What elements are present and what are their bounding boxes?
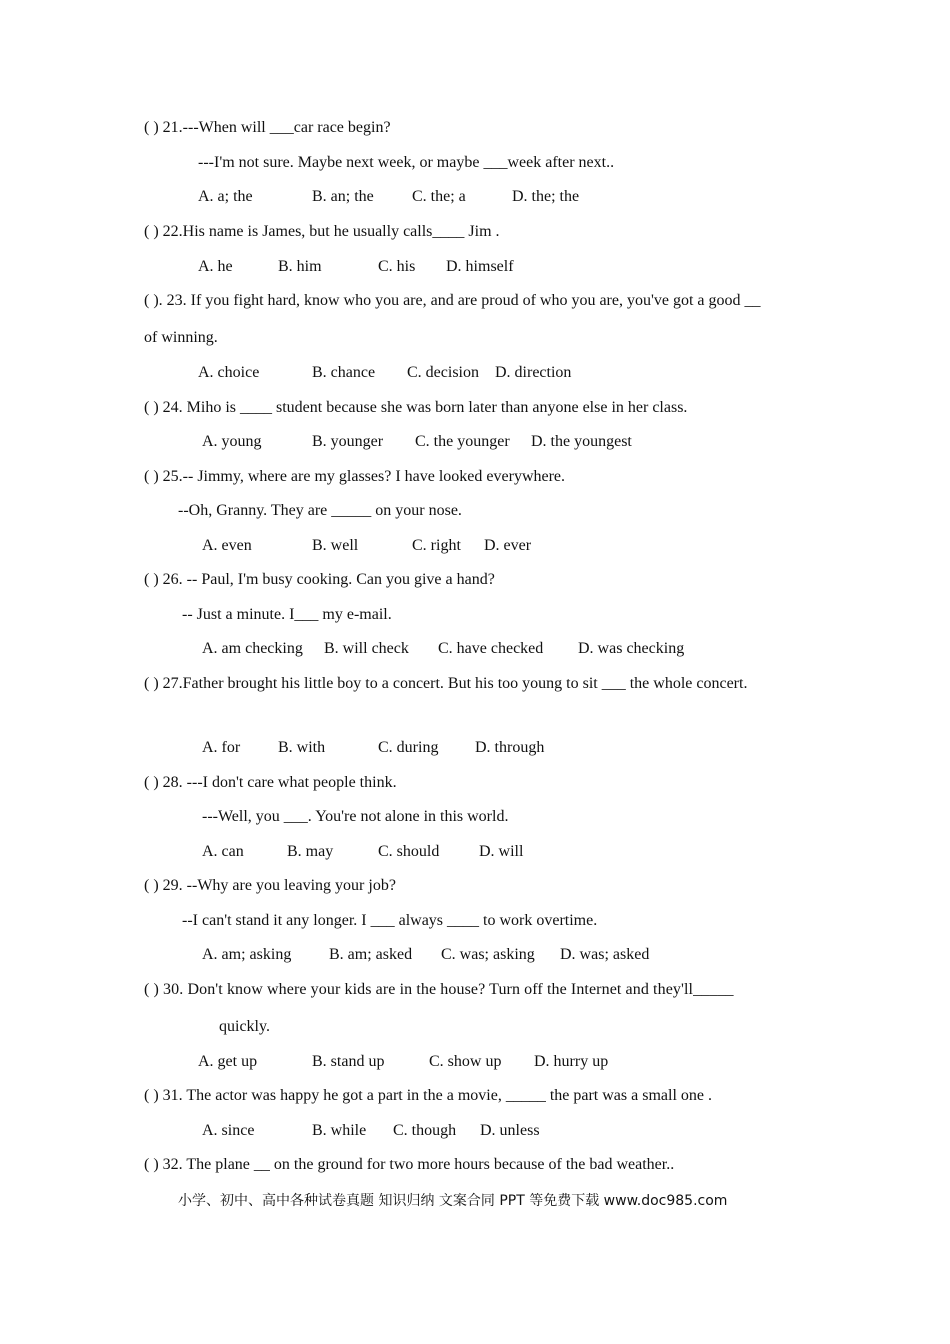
option-b: B. an; the	[312, 188, 374, 205]
option-a: A. since	[202, 1122, 255, 1139]
question-27-stem: ( ) 27.Father brought his little boy to a concert. But his too young to sit ___ the whole concert.	[144, 675, 748, 692]
option-a: A. he	[198, 258, 233, 275]
option-d: D. ever	[484, 537, 532, 554]
option-c: C. should	[378, 843, 440, 860]
option-c: C. right	[412, 537, 461, 554]
option-a: A. young	[202, 433, 262, 450]
question-21-followup: ---I'm not sure. Maybe next week, or maybe ___week after next..	[198, 154, 615, 171]
option-d: D. was checking	[578, 640, 685, 657]
question-26-followup: -- Just a minute. I___ my e-mail.	[182, 606, 392, 623]
option-b: B. may	[287, 843, 334, 860]
option-b: B. well	[312, 537, 359, 554]
option-b: B. chance	[312, 364, 376, 381]
question-29-followup: --I can't stand it any longer. I ___ always ____ to work overtime.	[182, 912, 598, 929]
option-b: B. while	[312, 1122, 367, 1139]
question-32-stem: ( ) 32. The plane __ on the ground for two more hours because of the bad weather..	[144, 1156, 675, 1173]
question-28-followup: ---Well, you ___. You're not alone in this world.	[202, 808, 509, 825]
option-a: A. even	[202, 537, 252, 554]
question-31-stem: ( ) 31. The actor was happy he got a part in the a movie, _____ the part was a small one .	[144, 1087, 712, 1104]
option-b: B. with	[278, 739, 326, 756]
option-c: C. the younger	[415, 433, 510, 450]
option-c: C. the; a	[412, 188, 466, 205]
option-a: A. get up	[198, 1053, 258, 1070]
option-c: C. have checked	[438, 640, 544, 657]
option-c: C. during	[378, 739, 439, 756]
option-a: A. a; the	[198, 188, 253, 205]
option-d: D. was; asked	[560, 946, 650, 963]
option-a: A. am; asking	[202, 946, 292, 963]
option-a: A. choice	[198, 364, 260, 381]
question-28-stem: ( ) 28. ---I don't care what people think.	[144, 774, 397, 791]
question-25-stem: ( ) 25.-- Jimmy, where are my glasses? I have looked everywhere.	[144, 468, 566, 485]
option-c: C. was; asking	[441, 946, 535, 963]
option-b: B. will check	[324, 640, 409, 657]
option-d: D. the; the	[512, 188, 580, 205]
option-c: C. show up	[429, 1053, 502, 1070]
option-d: D. direction	[495, 364, 572, 381]
option-d: D. the youngest	[531, 433, 632, 450]
question-22-stem: ( ) 22.His name is James, but he usually calls____ Jim .	[144, 223, 500, 240]
option-b: B. younger	[312, 433, 384, 450]
option-d: D. will	[479, 843, 524, 860]
question-23-stem: ( ). 23. If you fight hard, know who you are, and are proud of who you are, you've got a good __	[144, 292, 761, 309]
question-30-stem: ( ) 30. Don't know where your kids are in the house? Turn off the Internet and they'll_____	[144, 981, 734, 998]
option-a: A. can	[202, 843, 244, 860]
option-d: D. himself	[446, 258, 514, 275]
option-d: D. hurry up	[534, 1053, 609, 1070]
option-a: A. am checking	[202, 640, 303, 657]
question-29-stem: ( ) 29. --Why are you leaving your job?	[144, 877, 396, 894]
question-30-stem-continued: quickly.	[219, 1018, 270, 1035]
option-d: D. through	[475, 739, 545, 756]
option-b: B. am; asked	[329, 946, 413, 963]
question-25-followup: --Oh, Granny. They are _____ on your nose.	[178, 502, 462, 519]
question-21-stem: ( ) 21.---When will ___car race begin?	[144, 119, 391, 136]
option-c: C. his	[378, 258, 416, 275]
question-23-stem-continued: of winning.	[144, 329, 218, 346]
option-a: A. for	[202, 739, 241, 756]
question-26-stem: ( ) 26. -- Paul, I'm busy cooking. Can you give a hand?	[144, 571, 495, 588]
question-24-stem: ( ) 24. Miho is ____ student because she was born later than anyone else in her class.	[144, 399, 688, 416]
option-b: B. him	[278, 258, 322, 275]
footer-watermark: 小学、初中、高中各种试卷真题 知识归纳 文案合同 PPT 等免费下载 www.doc985.com	[178, 1193, 728, 1209]
option-c: C. decision	[407, 364, 479, 381]
option-b: B. stand up	[312, 1053, 385, 1070]
option-d: D. unless	[480, 1122, 540, 1139]
option-c: C. though	[393, 1122, 457, 1139]
